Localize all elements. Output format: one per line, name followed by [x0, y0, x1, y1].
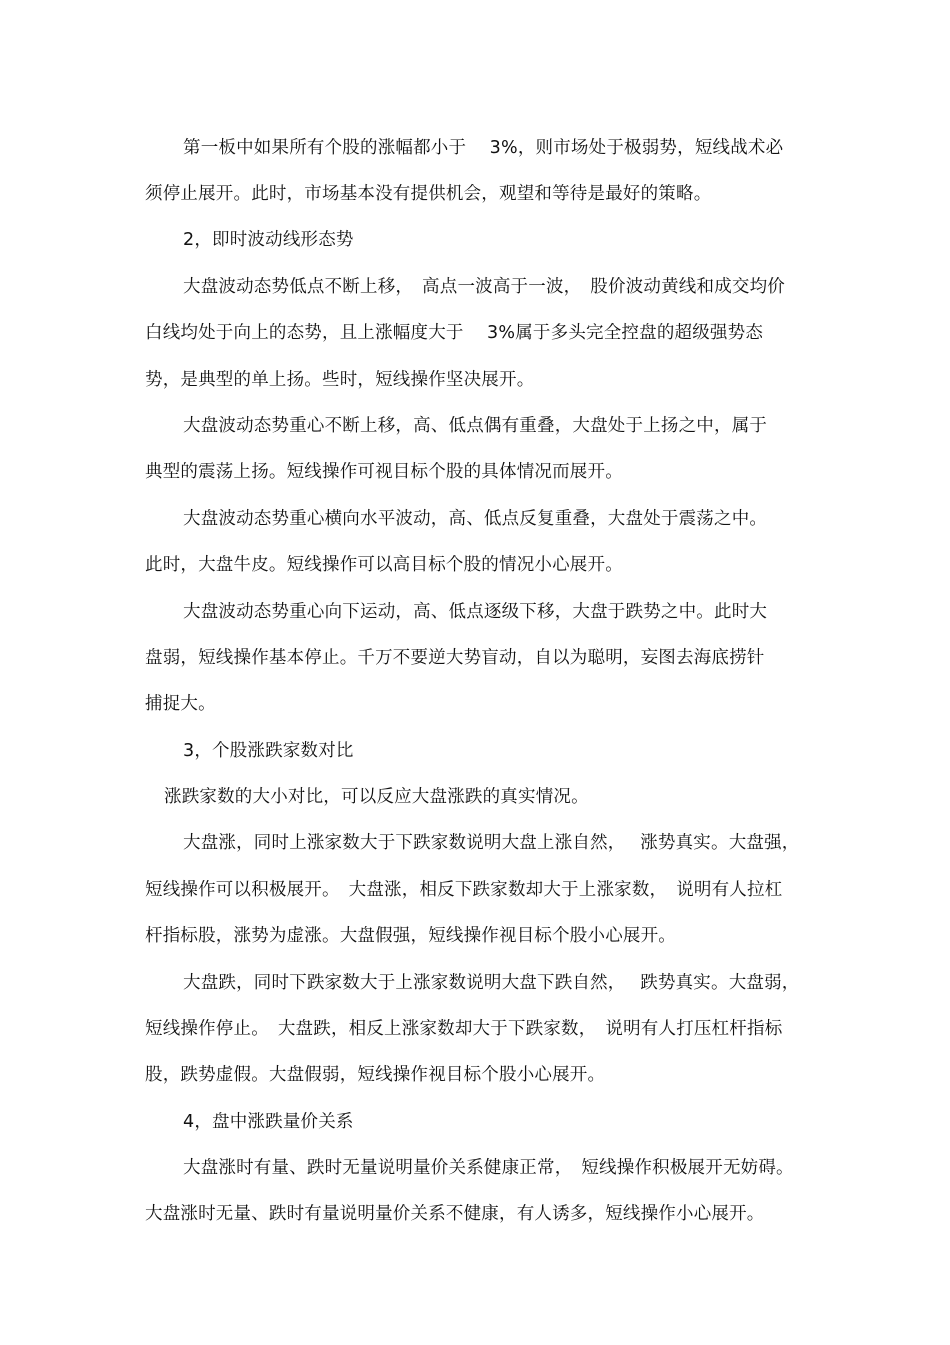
- text-line: 大盘波动态势重心横向水平波动，高、低点反复重叠，大盘处于震荡之中。: [183, 509, 768, 529]
- text-line: 股，跌势虚假。大盘假弱，短线操作视目标个股小心展开。: [145, 1065, 606, 1085]
- text-line: 大盘跌，同时下跌家数大于上涨家数说明大盘下跌自然， 跌势真实。大盘弱，: [183, 973, 800, 993]
- text-line: 大盘波动态势重心不断上移，高、低点偶有重叠，大盘处于上扬之中，属于: [183, 416, 768, 436]
- text-line: 此时，大盘牛皮。短线操作可以高目标个股的情况小心展开。: [145, 555, 623, 575]
- text-line: 盘弱，短线操作基本停止。千万不要逆大势盲动，自以为聪明，妄图去海底捞针: [145, 648, 765, 668]
- text-line: 白线均处于向上的态势，且上涨幅度大于 3%属于多头完全控盘的超级强势态: [145, 323, 764, 343]
- text-line: 大盘波动态势重心向下运动，高、低点逐级下移，大盘于跌势之中。此时大: [183, 602, 768, 622]
- text-line: 捕捉大。: [145, 694, 216, 714]
- section-heading: 2，即时波动线形态势: [183, 230, 354, 250]
- text-line: 大盘涨时有量、跌时无量说明量价关系健康正常， 短线操作积极展开无妨碍。: [183, 1158, 794, 1178]
- text-line: 杆指标股，涨势为虚涨。大盘假强，短线操作视目标个股小心展开。: [145, 926, 676, 946]
- text-line: 大盘涨时无量、跌时有量说明量价关系不健康，有人诱多，短线操作小心展开。: [145, 1204, 765, 1224]
- text-line: 大盘波动态势低点不断上移， 高点一波高于一波， 股价波动黄线和成交均价: [183, 277, 785, 297]
- section-heading: 3，个股涨跌家数对比: [183, 741, 354, 761]
- text-line: 短线操作停止。 大盘跌，相反上涨家数却大于下跌家数， 说明有人打压杠杆指标: [145, 1019, 783, 1039]
- text-line: 涨跌家数的大小对比，可以反应大盘涨跌的真实情况。: [164, 787, 589, 807]
- text-line: 短线操作可以积极展开。 大盘涨，相反下跌家数却大于上涨家数， 说明有人拉杠: [145, 880, 783, 900]
- text-line: 势，是典型的单上扬。些时，短线操作坚决展开。: [145, 370, 535, 390]
- text-line: 须停止展开。此时，市场基本没有提供机会，观望和等待是最好的策略。: [145, 184, 712, 204]
- text-line: 大盘涨，同时上涨家数大于下跌家数说明大盘上涨自然， 涨势真实。大盘强，: [183, 833, 800, 853]
- text-line: 第一板中如果所有个股的涨幅都小于 3%，则市场处于极弱势，短线战术必: [183, 138, 784, 158]
- text-line: 典型的震荡上扬。短线操作可视目标个股的具体情况而展开。: [145, 462, 623, 482]
- section-heading: 4，盘中涨跌量价关系: [183, 1112, 354, 1132]
